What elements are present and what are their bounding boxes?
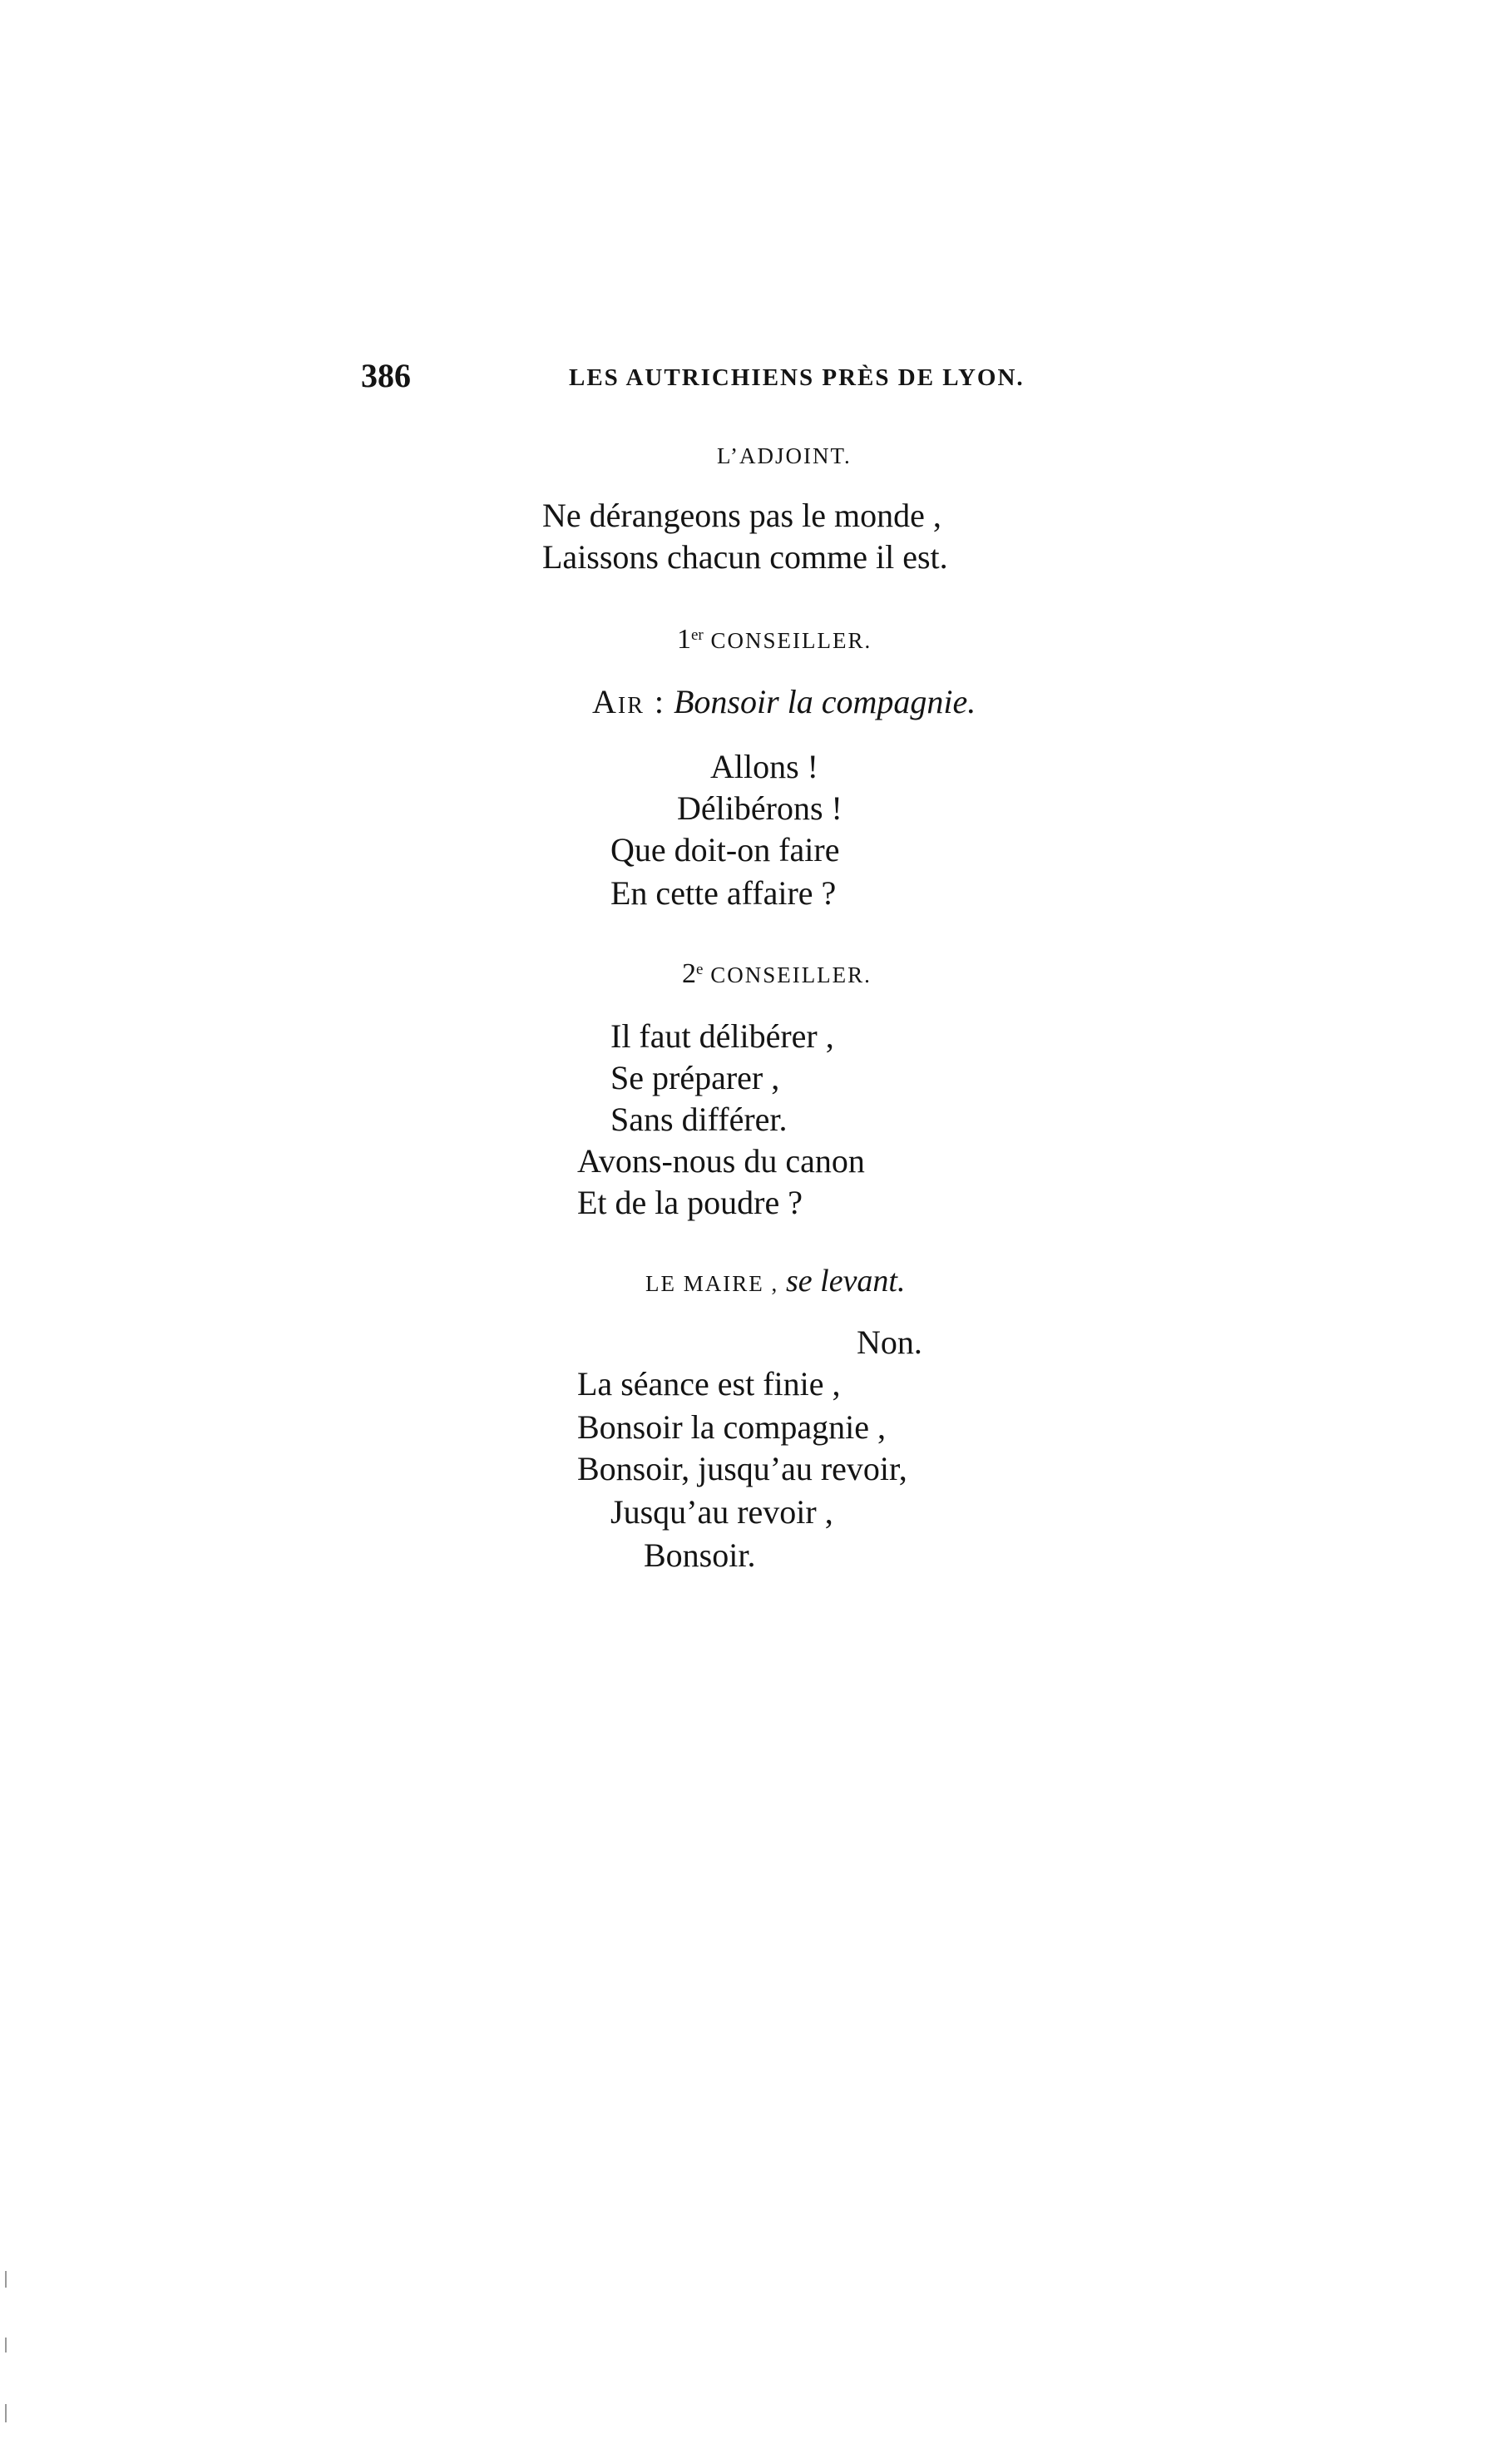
air-label: Air : — [592, 683, 665, 720]
speaker-second-councillor — [682, 955, 872, 990]
verse-line: Que doit-on faire — [610, 831, 840, 868]
speaker-name: LE MAIRE , — [645, 1271, 779, 1296]
verse-line: Laissons chacun comme il est. — [542, 538, 948, 576]
speaker-ordinal: e — [696, 961, 704, 978]
verse-line: Ne dérangeons pas le monde , — [542, 497, 941, 534]
verse-line: Bonsoir. — [644, 1536, 756, 1574]
speaker-first-councillor — [677, 621, 872, 656]
verse-line: Se préparer , — [610, 1059, 780, 1096]
air-title: Bonsoir la compagnie. — [674, 683, 976, 720]
speaker-number: 1 — [677, 624, 691, 655]
speaker-number: 2 — [682, 958, 696, 989]
speaker-mayor — [645, 1266, 906, 1299]
scan-mark — [5, 2404, 7, 2422]
verse-line: En cette affaire ? — [610, 874, 837, 912]
stage-direction: se levant. — [785, 1264, 906, 1299]
verse-line: Bonsoir, jusqu’au revoir, — [577, 1450, 907, 1487]
page-number: 386 — [361, 357, 411, 394]
scan-mark — [5, 2271, 7, 2288]
verse-line: Allons ! — [710, 748, 818, 785]
air-line — [592, 682, 976, 722]
scan-mark — [5, 2338, 7, 2352]
verse-line: Et de la poudre ? — [577, 1184, 803, 1221]
verse-line: La séance est finie , — [577, 1365, 841, 1403]
running-title: LES AUTRICHIENS PRÈS DE LYON. — [569, 364, 1025, 391]
speaker-ordinal: er — [691, 626, 704, 644]
verse-line: Délibérons ! — [677, 789, 842, 827]
verse-line: Il faut délibérer , — [610, 1017, 834, 1055]
speaker-name: CONSEILLER. — [710, 628, 872, 653]
speaker-name: CONSEILLER. — [710, 962, 872, 987]
verse-line: Non. — [857, 1323, 922, 1361]
verse-line: Bonsoir la compagnie , — [577, 1408, 887, 1446]
speaker-adjoint: L’ADJOINT. — [717, 443, 852, 468]
verse-line: Avons-nous du canon — [577, 1142, 865, 1180]
verse-line: Sans différer. — [610, 1101, 788, 1138]
verse-line: Jusqu’au revoir , — [610, 1493, 833, 1531]
